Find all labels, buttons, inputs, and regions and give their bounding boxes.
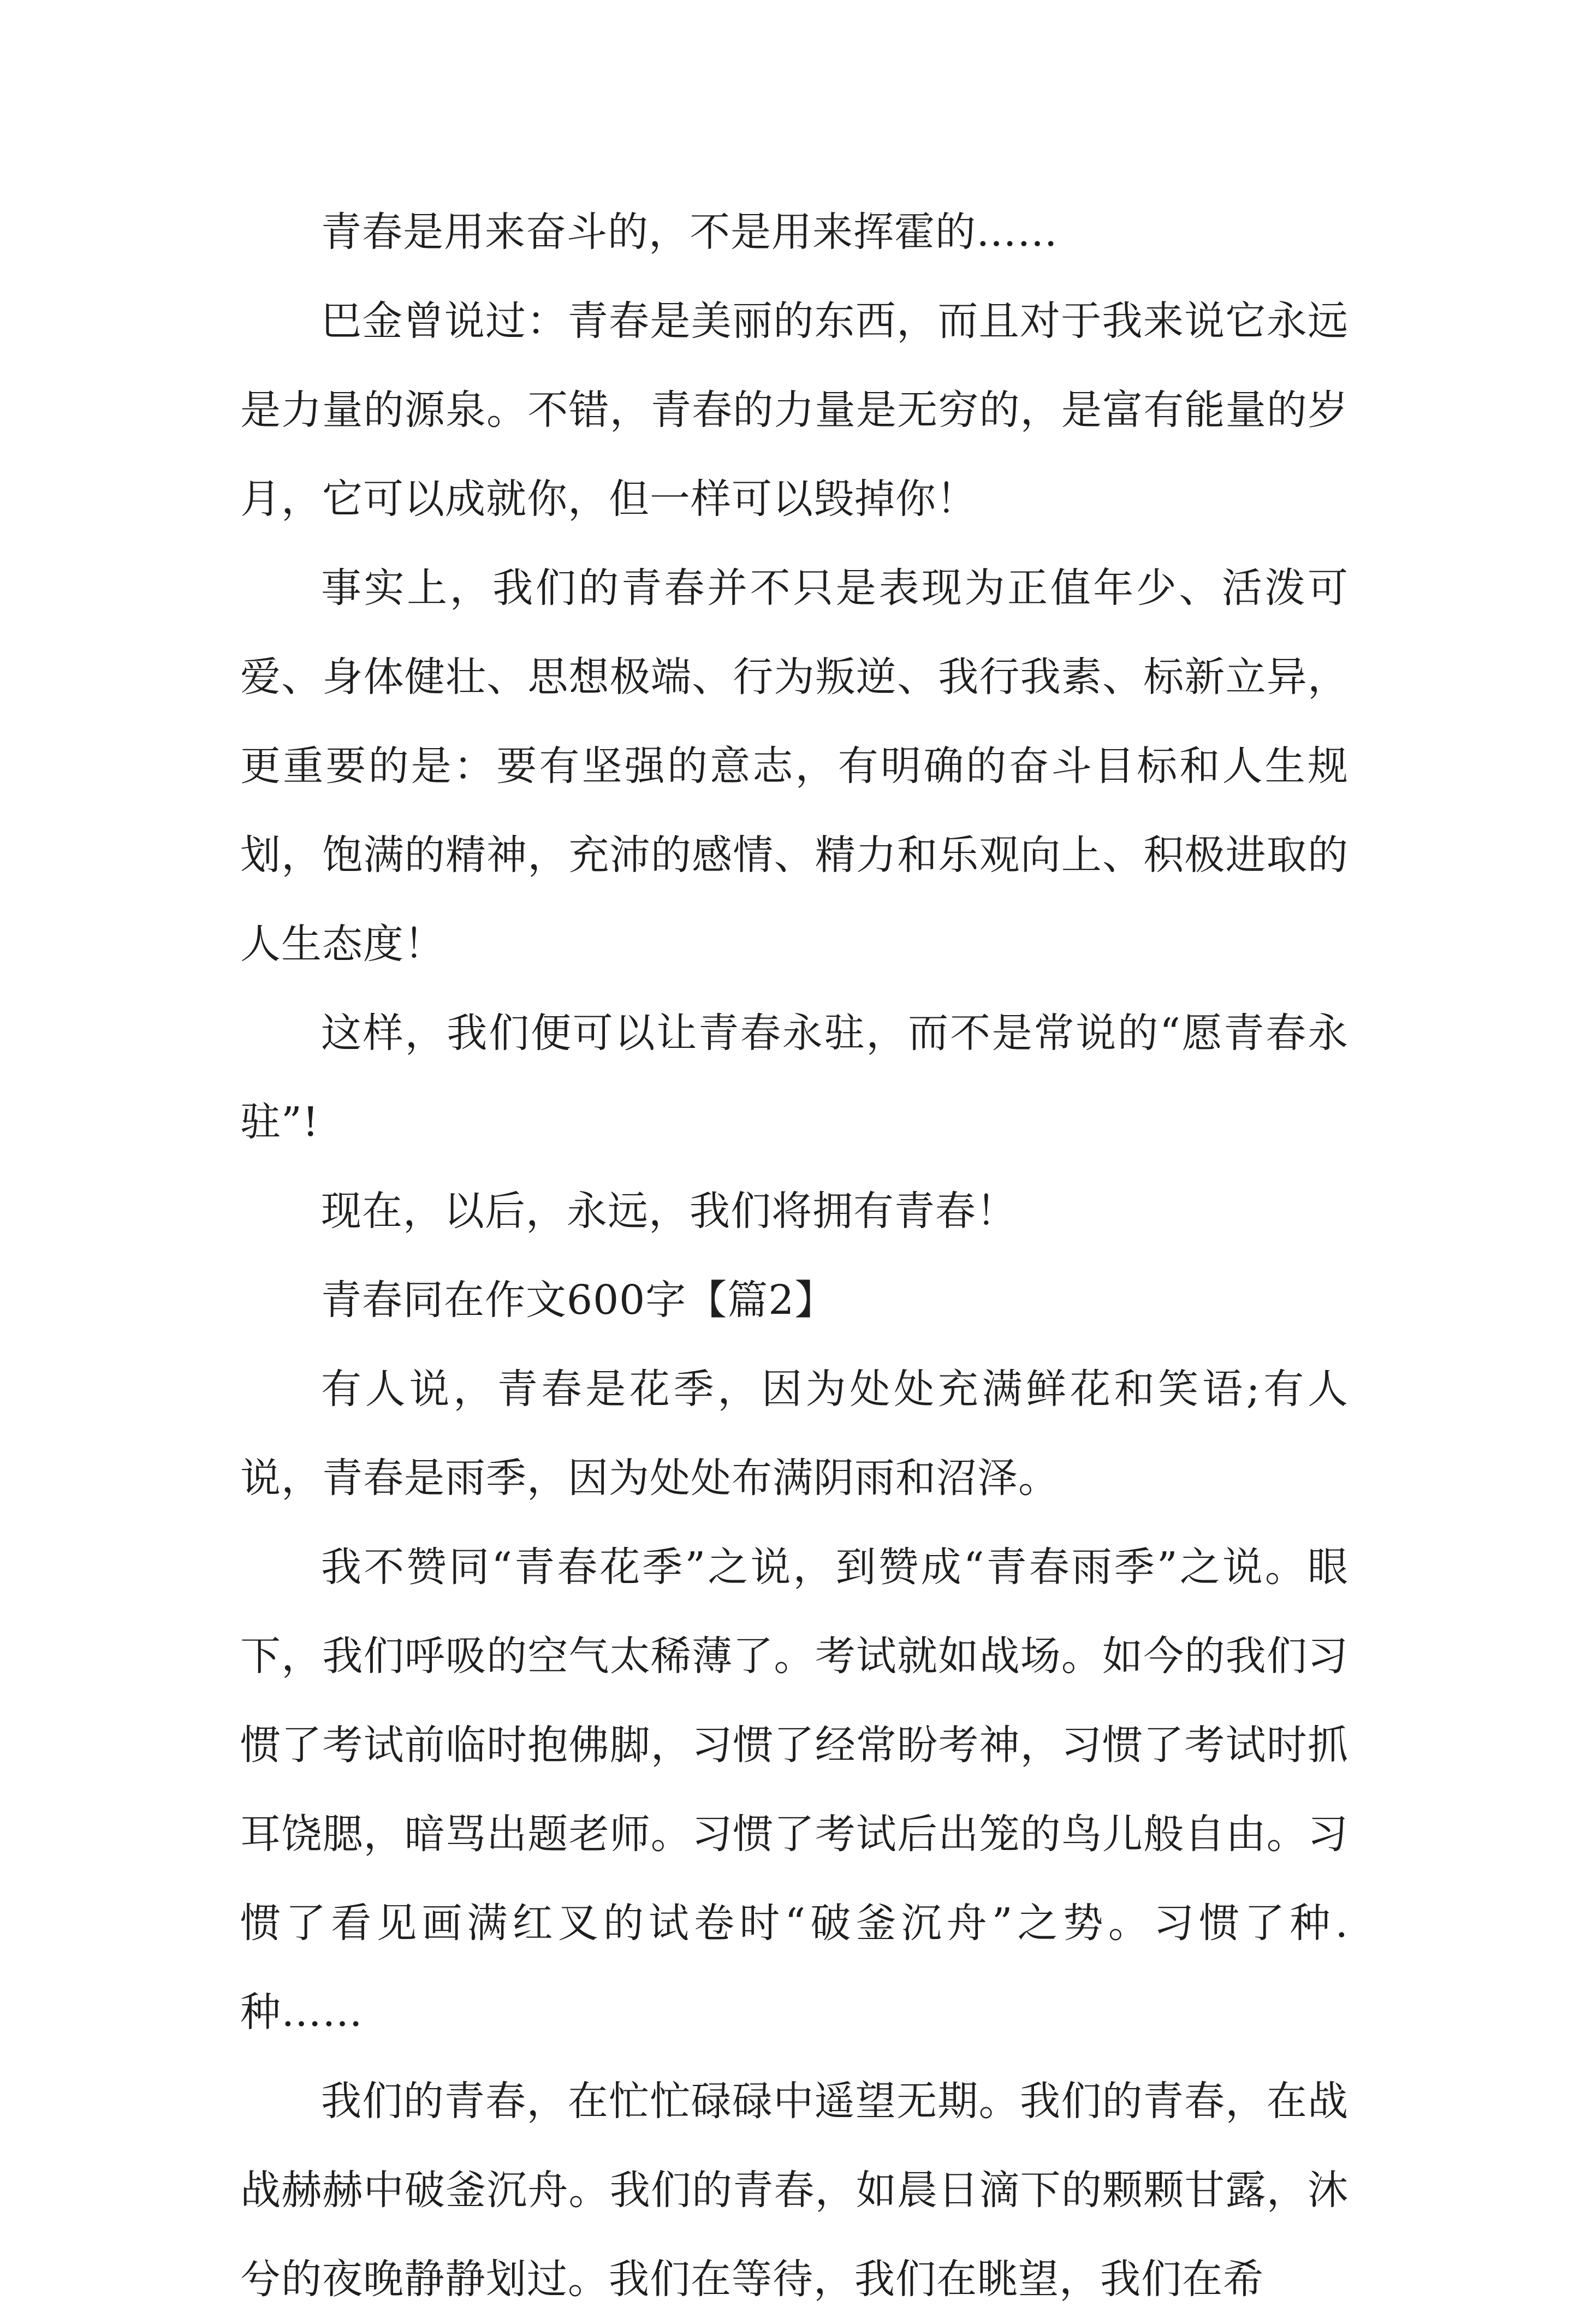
- paragraph: 有人说，青春是花季，因为处处充满鲜花和笑语;有人说，青春是雨季，因为处处布满阴雨和沼泽。: [240, 1366, 1349, 1502]
- paragraph: 现在，以后，永远，我们将拥有青春！: [321, 1188, 1017, 1235]
- paragraph: 这样，我们便可以让青春永驻，而不是常说的“愿青春永驻”!: [240, 1010, 1349, 1146]
- paragraph: 我不赞同“青春花季”之说，到赞成“青春雨季”之说。眼下，我们呼吸的空气太稀薄了。考试就如战场。如今的我们习惯了考试前临时抱佛脚，习惯了经常盼考神，习惯了考试时抓耳饶腮，暗骂出题老师。习惯了考试后出笼的鸟儿般自由。习惯了看见画满红叉的试卷时“破釜沉舟”之势。习惯了种.种……: [240, 1544, 1349, 2036]
- paragraph: 我们的青春，在忙忙碌碌中遥望无期。我们的青春，在战战赫赫中破釜沉舟。我们的青春，如晨日滴下的颗颗甘露，沐兮的夜晚静静划过。我们在等待，我们在眺望，我们在希: [240, 2078, 1349, 2303]
- paragraph: 青春是用来奋斗的，不是用来挥霍的……: [321, 209, 1058, 256]
- paragraph: 事实上，我们的青春并不只是表现为正值年少、活泼可爱、身体健壮、思想极端、行为叛逆、我行我素、标新立异，更重要的是：要有坚强的意志，有明确的奋斗目标和人生规划，饱满的精神，充沛的感情、精力和乐观向上、积极进取的人生态度！: [240, 565, 1349, 968]
- paragraph: 巴金曾说过：青春是美丽的东西，而且对于我来说它永远是力量的源泉。不错，青春的力量是无穷的，是富有能量的岁月，它可以成就你，但一样可以毁掉你！: [240, 298, 1349, 523]
- section-heading: 青春同在作文600字【篇2】: [321, 1277, 836, 1324]
- document-body: [240, 188, 1349, 2324]
